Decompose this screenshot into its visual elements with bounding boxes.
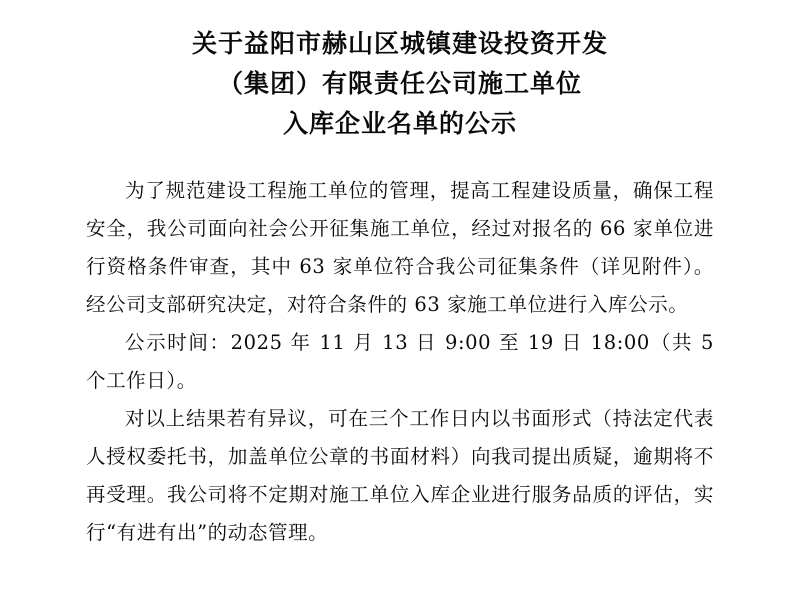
title-line-3: 入库企业名单的公示 xyxy=(282,109,517,138)
paragraph-2: 公示时间：2025 年 11 月 13 日 9:00 至 19 日 18:00（共 5 个工作日）。 xyxy=(86,331,714,392)
paragraph-3: 对以上结果若有异议，可在三个工作日内以书面形式（持法定代表人授权委托书，加盖单位公章的书面材料）向我司提出质疑，逾期将不再受理。我公司将不定期对施工单位入库企业进行服务品质的评估，实行“有进有出”的动态管理。 xyxy=(86,407,714,544)
page-title xyxy=(86,18,714,144)
title-line-2: （集团）有限责任公司施工单位 xyxy=(217,69,582,98)
document-body xyxy=(86,172,714,552)
title-line-1: 关于益阳市赫山区城镇建设投资开发 xyxy=(191,29,608,58)
paragraph-1: 为了规范建设工程施工单位的管理，提高工程建设质量，确保工程安全，我公司面向社会公开征集施工单位，经过对报名的 66 家单位进行资格条件审查，其中 63 家单位符合我公司征集条件（详见附件）。经公司支部研究决定，对符合条件的 63 家施工单位进行入库公示。 xyxy=(86,179,714,316)
